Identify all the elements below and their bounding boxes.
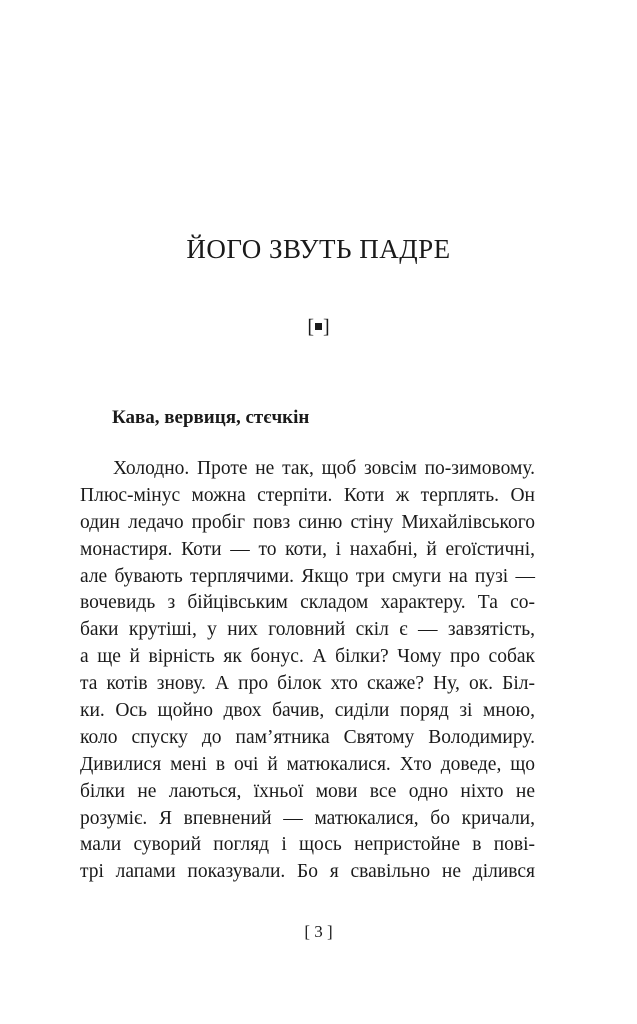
text-line: Плюс-мінус можна стерпіти. Коти ж терплять. Он (80, 484, 535, 506)
text-line: Дивилися мені в очі й матюкалися. Хто доведе, що (80, 753, 535, 775)
ornament-bracket-left: [ (307, 316, 314, 338)
text-line: розуміє. Я впевнений — матюкалися, бо кричали, (80, 807, 535, 829)
ornament-bracket-right: ] (323, 316, 330, 338)
text-line: Холодно. Проте не так, щоб зовсім по-зимовому. (113, 458, 535, 479)
section-heading: Кава, вервиця, стєчкін (112, 407, 310, 428)
text-line: коло спуску до пам’ятника Святому Володимиру. (80, 726, 535, 748)
text-line: але бувають терплячими. Якщо три смуги на пузі — (80, 565, 535, 587)
text-line: та котів знову. А про білок хто скаже? Ну, ок. Біл- (80, 673, 535, 695)
text-line: білки не лаються, їхньої мови все одно ніхто не (80, 780, 535, 802)
text-line: один ледачо пробіг повз синю стіну Михайлівського (80, 511, 535, 533)
body-paragraph (80, 456, 535, 886)
page-number: [ 3 ] (304, 922, 333, 941)
text-line: а ще й вірність як бонус. А білки? Чому про собак (80, 646, 535, 668)
text-line: трі лапами показували. Бо я свавільно не ділився (80, 861, 535, 883)
text-line: баки крутіші, у них головний скіл є — завзятість, (80, 619, 535, 641)
text-line: мали суворий погляд і щось непристойне в пові- (80, 834, 535, 856)
text-line: ки. Ось щойно двох бачив, сиділи поряд зі мною, (80, 700, 535, 722)
text-line: вочевидь з бійцівським складом характеру. Та со- (80, 592, 535, 614)
chapter-title: ЙОГО ЗВУТЬ ПАДРЕ (186, 234, 451, 264)
text-line: монастиря. Коти — то коти, і нахабні, й егоїстичні, (80, 538, 535, 560)
square-icon (315, 323, 322, 330)
chapter-ornament (0, 316, 637, 338)
